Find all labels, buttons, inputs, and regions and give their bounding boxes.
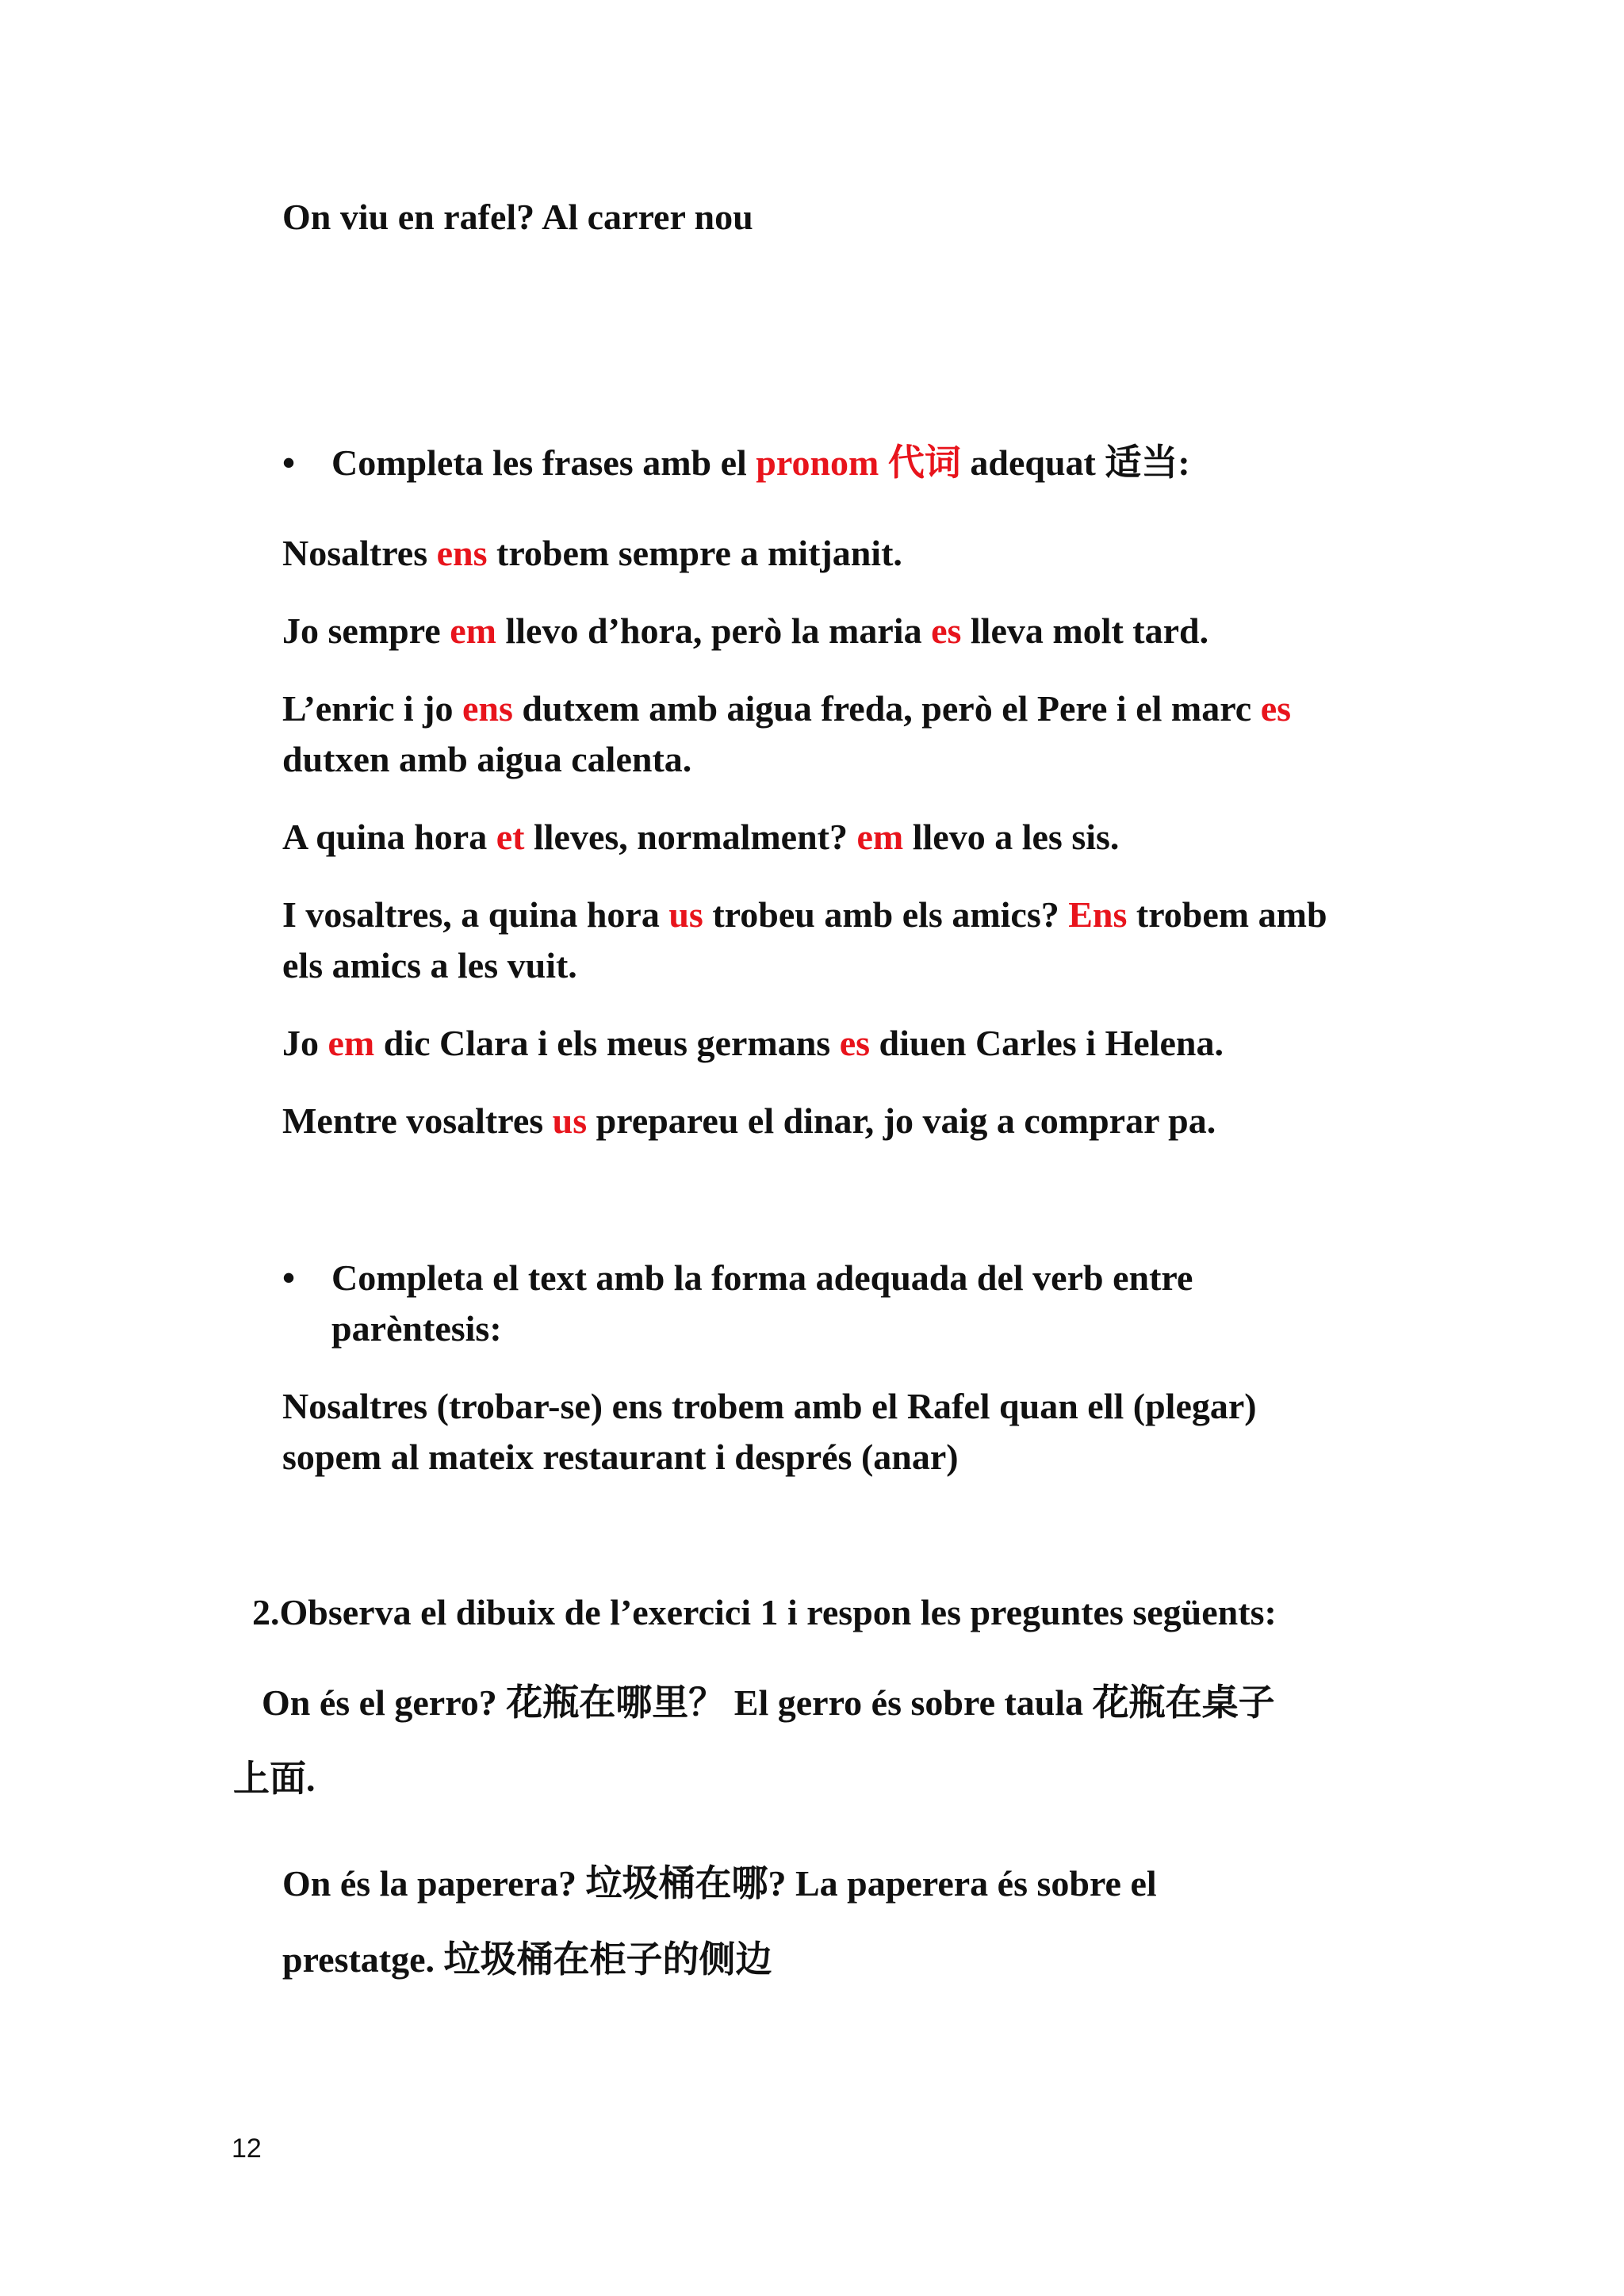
sentence-text: Jo sempre — [282, 610, 450, 651]
bullet-marker: • — [282, 1257, 296, 1298]
sentence-text: L’enric i jo — [282, 688, 462, 729]
pronoun-answer: em — [450, 610, 496, 651]
sentence-6 — [282, 1018, 1224, 1069]
pronoun-answer: us — [552, 1100, 588, 1141]
pronoun-answer: ens — [462, 688, 513, 729]
sentence-text: lleves, normalment? — [524, 817, 857, 857]
pronoun-answer: em — [327, 1023, 375, 1063]
sentence-3 — [282, 683, 1291, 734]
sentence-text: trobem sempre a mitjanit. — [487, 533, 902, 573]
instruction-text: adequat 适当: — [960, 442, 1190, 483]
sentence-text: dic Clara i els meus germans — [374, 1023, 840, 1063]
question-vase: On és el gerro? 花瓶在哪里？ El gerro és sobre taula 花瓶在桌子 — [262, 1682, 1275, 1723]
pronoun-answer: us — [668, 894, 703, 935]
pronoun-answer: ens — [436, 533, 488, 573]
sentence-text: Nosaltres — [282, 533, 437, 573]
question-bin-continued: prestatge. 垃圾桶在柜子的侧边 — [282, 1939, 772, 1980]
heading-line: On viu en rafel? Al carrer nou — [282, 197, 753, 237]
sentence-text: trobeu amb els amics? — [703, 894, 1069, 935]
instruction-highlight: pronom 代词 — [756, 442, 961, 483]
pronoun-answer: es — [839, 1023, 871, 1063]
sentence-3-continued: dutxen amb aigua calenta. — [282, 739, 692, 779]
question-vase-continued: 上面. — [233, 1758, 316, 1799]
bullet-marker: • — [282, 442, 296, 483]
sentence-text: llevo d’hora, però la maria — [496, 610, 932, 651]
verb-text-line: sopem al mateix restaurant i després (anar) — [282, 1437, 959, 1477]
sentence-text: trobem amb — [1127, 894, 1327, 935]
pronoun-answer: Ens — [1068, 894, 1128, 935]
sentence-text: dutxem amb aigua freda, però el Pere i el marc — [512, 688, 1261, 729]
sentence-text: I vosaltres, a quina hora — [282, 894, 669, 935]
pronoun-answer: et — [496, 817, 525, 857]
sentence-text: llevo a les sis. — [903, 817, 1120, 857]
sentence-5-continued: els amics a les vuit. — [282, 945, 577, 985]
pronoun-answer: em — [856, 817, 904, 857]
pronoun-answer: es — [931, 610, 962, 651]
question-bin: On és la paperera? 垃圾桶在哪? La paperera és sobre el — [282, 1863, 1157, 1904]
sentence-7 — [282, 1096, 1216, 1146]
verb-text-line: Nosaltres (trobar-se) ens trobem amb el Rafel quan ell (plegar) — [282, 1386, 1257, 1426]
instruction-text: Completa les frases amb el — [331, 442, 756, 483]
exercise-2-title: 2.Observa el dibuix de l’exercici 1 i respon les preguntes següents: — [252, 1592, 1277, 1632]
instruction-pronoun — [331, 438, 1190, 488]
instruction-verb: Completa el text amb la forma adequada del verb entre — [331, 1257, 1193, 1298]
instruction-verb-continued: parèntesis: — [331, 1308, 502, 1349]
sentence-text: diuen Carles i Helena. — [870, 1023, 1224, 1063]
sentence-2 — [282, 606, 1208, 656]
page-number: 12 — [232, 2133, 262, 2164]
sentence-4 — [282, 812, 1119, 863]
sentence-text: prepareu el dinar, jo vaig a comprar pa. — [587, 1100, 1216, 1141]
sentence-text: Jo — [282, 1023, 328, 1063]
sentence-5 — [282, 890, 1327, 940]
sentence-text: lleva molt tard. — [961, 610, 1209, 651]
sentence-text: Mentre vosaltres — [282, 1100, 553, 1141]
sentence-text: A quina hora — [282, 817, 496, 857]
sentence-1 — [282, 528, 902, 579]
pronoun-answer: es — [1260, 688, 1292, 729]
